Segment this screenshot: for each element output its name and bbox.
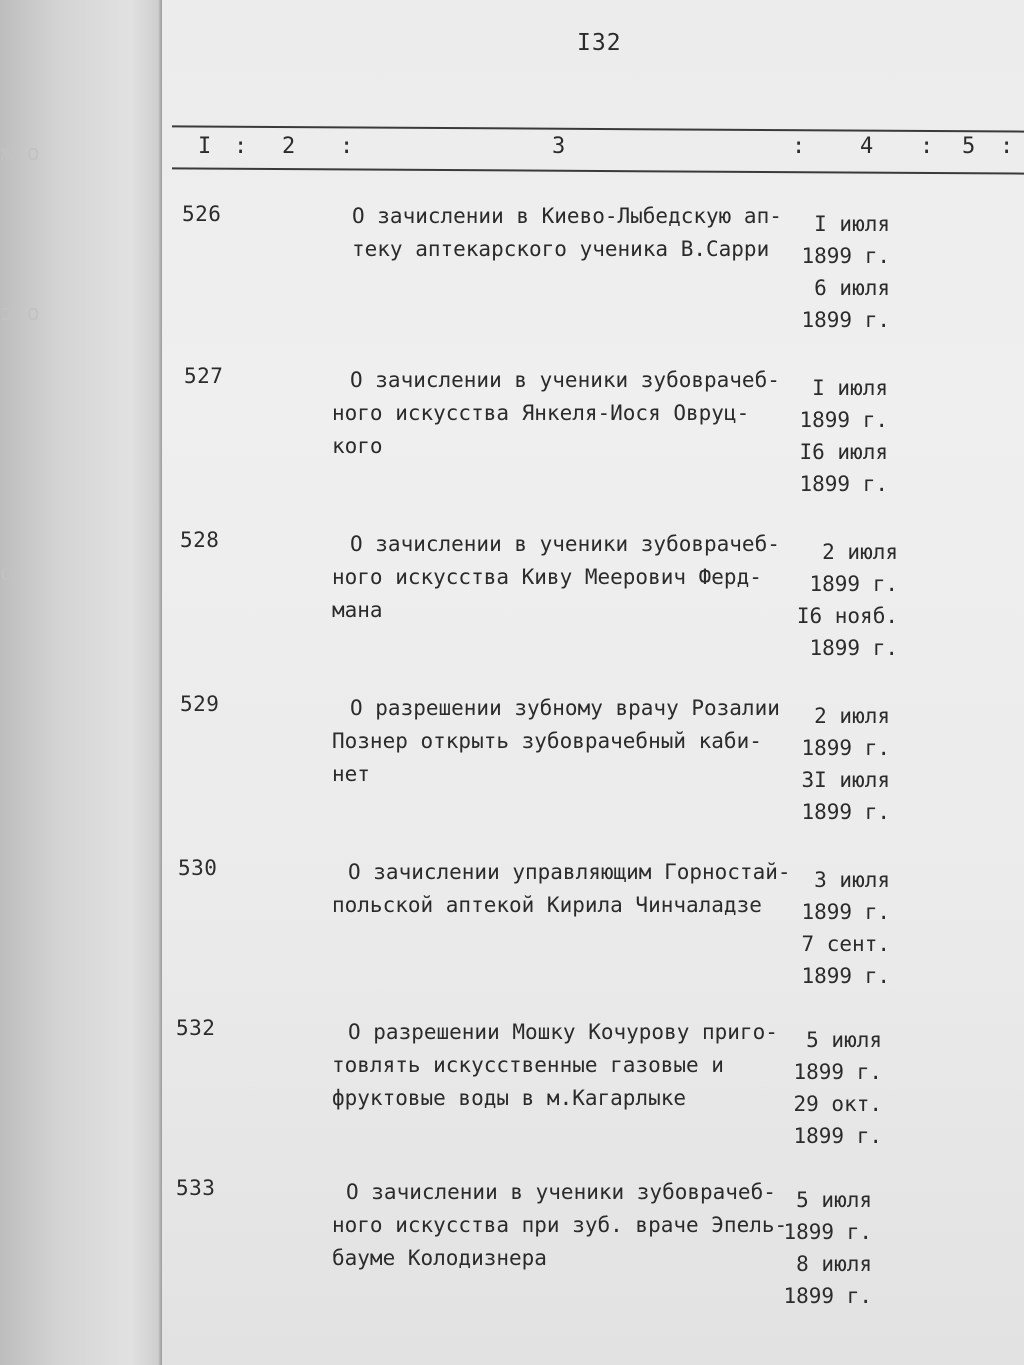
header-col-3: 3 xyxy=(552,134,566,159)
entry-dates xyxy=(768,372,888,500)
date-end: 3I июля xyxy=(801,768,890,792)
date-start: I июля xyxy=(812,376,888,400)
date-start: 2 июля xyxy=(814,704,890,728)
entry-number: 529 xyxy=(180,692,220,716)
year-start: 1899 г. xyxy=(801,900,890,924)
entry-dates xyxy=(762,1024,882,1152)
description-line: мана xyxy=(332,598,383,622)
entry-dates xyxy=(770,700,890,828)
year-end: 1899 г. xyxy=(809,636,898,660)
header-rule-top xyxy=(172,125,1024,132)
description-line: польской аптекой Кирила Чинчаладзе xyxy=(332,893,762,917)
description-line: О зачислении управляющим Горностай- xyxy=(348,860,791,884)
description-line: бауме Колодизнера xyxy=(332,1246,547,1270)
entry-description xyxy=(332,856,832,922)
date-end: I6 июля xyxy=(799,440,888,464)
year-start: 1899 г. xyxy=(783,1220,872,1244)
header-col-5: 5 xyxy=(962,134,976,159)
entry-description xyxy=(332,692,832,791)
date-start: I июля xyxy=(814,212,890,236)
header-separator: : xyxy=(792,134,806,159)
description-line: ного искусства Янкеля-Иося Овруц- xyxy=(332,401,750,425)
year-start: 1899 г. xyxy=(801,736,890,760)
header-separator: : xyxy=(234,134,248,159)
date-start: 5 июля xyxy=(806,1028,882,1052)
description-line: кого xyxy=(332,434,383,458)
entry-number: 526 xyxy=(182,202,222,226)
description-line: товлять искусственные газовые и xyxy=(332,1053,724,1077)
year-end: 1899 г. xyxy=(793,1124,882,1148)
description-line: О зачислении в ученики зубоврачеб- xyxy=(346,1180,776,1204)
date-start: 3 июля xyxy=(814,868,890,892)
header-separator: : xyxy=(340,134,354,159)
header-col-1: I xyxy=(198,134,212,159)
year-start: 1899 г. xyxy=(799,408,888,432)
description-line: Познер открыть зубоврачебный каби- xyxy=(332,729,762,753)
description-line: О зачислении в ученики зубоврачеб- xyxy=(350,532,780,556)
bleed-through-text: о с xyxy=(0,301,40,326)
entry-number: 527 xyxy=(184,364,224,388)
entry-dates xyxy=(778,536,898,664)
header-separator: : xyxy=(920,134,934,159)
year-end: 1899 г. xyxy=(783,1284,872,1308)
entry-description xyxy=(332,364,832,463)
year-end: 1899 г. xyxy=(801,964,890,988)
entry-description xyxy=(332,1016,832,1115)
header-rule-bottom xyxy=(172,167,1024,174)
header-col-4: 4 xyxy=(860,134,874,159)
year-start: 1899 г. xyxy=(801,244,890,268)
bleed-through-text: о xyxy=(0,561,14,586)
description-line: ного искусства при зуб. враче Эпель- xyxy=(332,1213,788,1237)
entry-dates xyxy=(752,1184,872,1312)
entry-number: 532 xyxy=(176,1016,216,1040)
entry-number: 528 xyxy=(180,528,220,552)
description-line: фруктовые воды в м.Кагарлыке xyxy=(332,1086,687,1110)
entry-description xyxy=(332,528,832,627)
date-end: 6 июля xyxy=(814,276,890,300)
year-end: 1899 г. xyxy=(799,472,888,496)
date-end: 7 сент. xyxy=(801,932,890,956)
facing-page-edge xyxy=(0,0,162,1365)
date-end: 8 июля xyxy=(796,1252,872,1276)
description-line: О разрешении Мошку Кочурову приго- xyxy=(348,1020,778,1044)
description-line: О разрешении зубному врачу Розалии xyxy=(350,696,780,720)
year-start: 1899 г. xyxy=(809,572,898,596)
date-start: 5 июля xyxy=(796,1188,872,1212)
description-line: О зачислении в ученики зубоврачеб- xyxy=(350,368,780,392)
date-end: I6 нояб. xyxy=(796,604,898,628)
date-start: 2 июля xyxy=(822,540,898,564)
header-separator: : xyxy=(1000,134,1014,159)
entry-number: 533 xyxy=(176,1176,216,1200)
entry-number: 530 xyxy=(178,856,218,880)
page-number: I32 xyxy=(577,30,622,56)
description-line: нет xyxy=(332,762,370,786)
header-col-2: 2 xyxy=(282,134,296,159)
description-line: О зачислении в Киево-Лыбедскую ап- xyxy=(352,204,782,228)
year-end: 1899 г. xyxy=(801,800,890,824)
bleed-through-text: о ж xyxy=(0,141,40,166)
year-end: 1899 г. xyxy=(801,308,890,332)
description-line: теку аптекарского ученика В.Сарри xyxy=(352,237,770,261)
year-start: 1899 г. xyxy=(793,1060,882,1084)
entry-dates xyxy=(770,208,890,336)
archive-page xyxy=(162,0,1024,1365)
date-end: 29 окт. xyxy=(793,1092,882,1116)
entry-dates xyxy=(770,864,890,992)
description-line: ного искусства Киву Меерович Ферд- xyxy=(332,565,762,589)
